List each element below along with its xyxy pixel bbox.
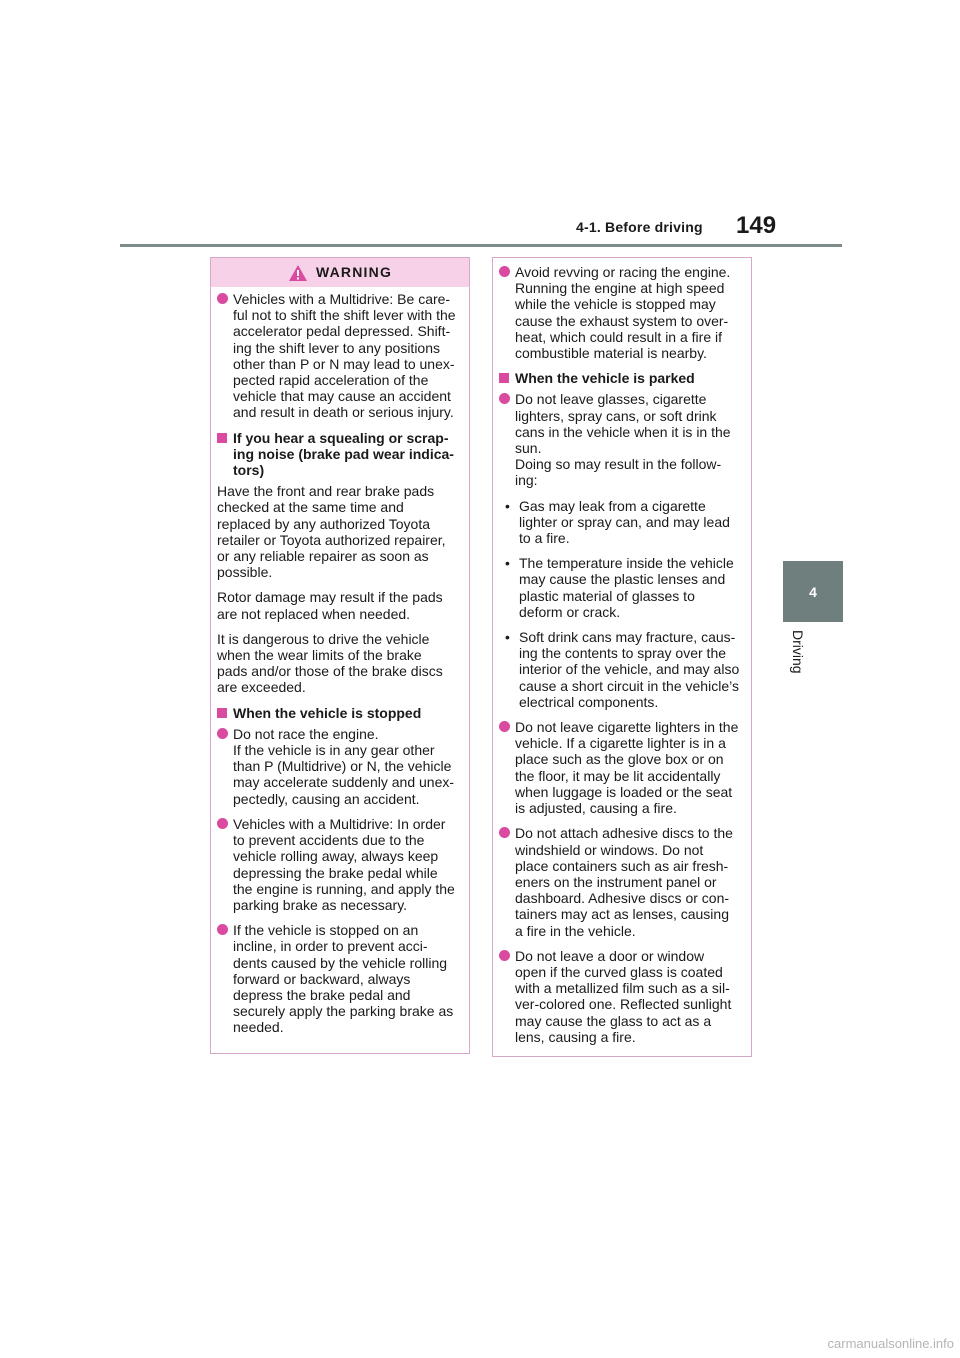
warning-triangle-icon (288, 264, 308, 282)
bullet-text: If the vehicle is stopped on an incline, in order to prevent acci- dents caused by the vehicle rolling forward or backward, always depress the brake pedal and securely apply the parking brake as needed. (233, 922, 454, 1036)
bullet-text: Do not leave a door or window open if the curved glass is coated with a metallized film such as a sil- ver-colored one. Reflected sunlight may cause the glass to act as a lens, causing a fire. (515, 947, 732, 1045)
chapter-tab[interactable] (783, 561, 843, 622)
square-marker-icon (217, 708, 227, 718)
warning-box-continued (492, 257, 752, 1057)
bullet-text: Do not leave cigarette lighters in the vehicle. If a cigarette lighter is in a place such as the glove box or on the floor, it may be lit accidentally when luggage is loaded or the seat is adjusted, causing a fire. (515, 719, 739, 817)
bullet-text: Avoid revving or racing the engine. Running the engine at high speed while the vehicle is stopped may cause the exhaust system to over- heat, which could result in a fire if combustible material is nearby. (515, 264, 731, 362)
bullet-icon (217, 293, 228, 304)
paragraph: It is dangerous to drive the vehicle when the wear limits of the brake pads and/or those of the brake discs are exceeded. (217, 630, 443, 696)
bullet-item (499, 264, 745, 361)
bullet-item (217, 726, 463, 807)
subheading (217, 430, 463, 479)
paragraph: Rotor damage may result if the pads are not replaced when needed. (217, 589, 443, 622)
bullet-icon (217, 924, 228, 935)
sub-bullet-item (499, 629, 745, 710)
bullet-text: Do not race the engine. If the vehicle is in any gear other than P (Multidrive) or N, the vehicle may accelerate suddenly and unex- pectedly, causing an accident. (233, 725, 455, 807)
subheading-text: When the vehicle is stopped (233, 704, 422, 721)
sub-bullet-text: The temperature inside the vehicle may cause the plastic lenses and plastic material of glasses to deform or crack. (519, 555, 734, 620)
sub-bullet-icon: • (505, 629, 510, 646)
bullet-text: Do not leave glasses, cigarette lighters, spray cans, or soft drink cans in the vehicle when it is in the sun. Doing so may result in the follow- ing: (515, 391, 731, 489)
sub-bullet-icon: • (505, 555, 510, 572)
bullet-item (217, 922, 463, 1035)
bullet-icon (499, 950, 510, 961)
section-title: 4-1. Before driving (576, 219, 703, 235)
sub-bullet-text: Gas may leak from a cigarette lighter or spray can, and may lead to a fire. (519, 497, 730, 547)
bullet-item (499, 391, 745, 488)
bullet-item (499, 719, 745, 816)
watermark: carmanualsonline.info (827, 1336, 954, 1351)
subheading (217, 705, 463, 721)
warning-header (211, 258, 469, 287)
bullet-item (499, 825, 745, 938)
subheading (499, 370, 745, 386)
bullet-icon (217, 818, 228, 829)
warning-box (210, 257, 470, 1054)
bullet-item (499, 948, 745, 1045)
warning-content (211, 291, 469, 1036)
subheading-text: When the vehicle is parked (515, 370, 695, 387)
page-number: 149 (736, 212, 777, 239)
warning-title: WARNING (315, 264, 393, 281)
bullet-item (217, 291, 463, 421)
square-marker-icon (499, 373, 509, 383)
bullet-text: Vehicles with a Multidrive: In order to prevent accidents due to the vehicle rolling away, always keep depressing the brake pedal while the engine is running, and apply the parking brake as necessary. (233, 815, 455, 913)
bullet-text: Vehicles with a Multidrive: Be care- ful not to shift the shift lever with the accelerator pedal depressed. Shift- ing the shift lever to any positions other than P or N may lead to unex- pected rapid acceleration of the vehicle that may cause an accident and result in death or serious injury. (233, 291, 456, 421)
bullet-item (217, 816, 463, 913)
sub-bullet-item (499, 498, 745, 547)
bullet-icon (499, 721, 510, 732)
sub-bullet-icon: • (505, 497, 510, 514)
sub-bullet-text: Soft drink cans may fracture, caus- ing the contents to spray over the interior of the vehicle, and may also cause a short circuit in the vehicle’s electrical components. (519, 629, 740, 710)
bullet-icon (499, 827, 510, 838)
subheading-text: If you hear a squealing or scrap- ing noise (brake pad wear indica- tors) (233, 429, 454, 479)
bullet-icon (217, 728, 228, 739)
bullet-icon (499, 393, 510, 404)
sub-bullet-item (499, 555, 745, 620)
paragraph: Have the front and rear brake pads checked at the same time and replaced by any authorized Toyota retailer or Toyota authorized repairer, or any reliable repairer as soon as possible. (217, 483, 446, 581)
chapter-label: Driving (790, 630, 806, 674)
bullet-icon (499, 266, 510, 277)
square-marker-icon (217, 433, 227, 443)
header-divider (120, 244, 842, 247)
chapter-number: 4 (809, 583, 817, 600)
bullet-text: Do not attach adhesive discs to the windshield or windows. Do not place containers such as air fresh- eners on the instrument panel or dashboard. Adhesive discs or con- tainers may act as lenses, causing a fire in the vehicle. (515, 825, 733, 939)
warning-content-continued (493, 258, 751, 1045)
